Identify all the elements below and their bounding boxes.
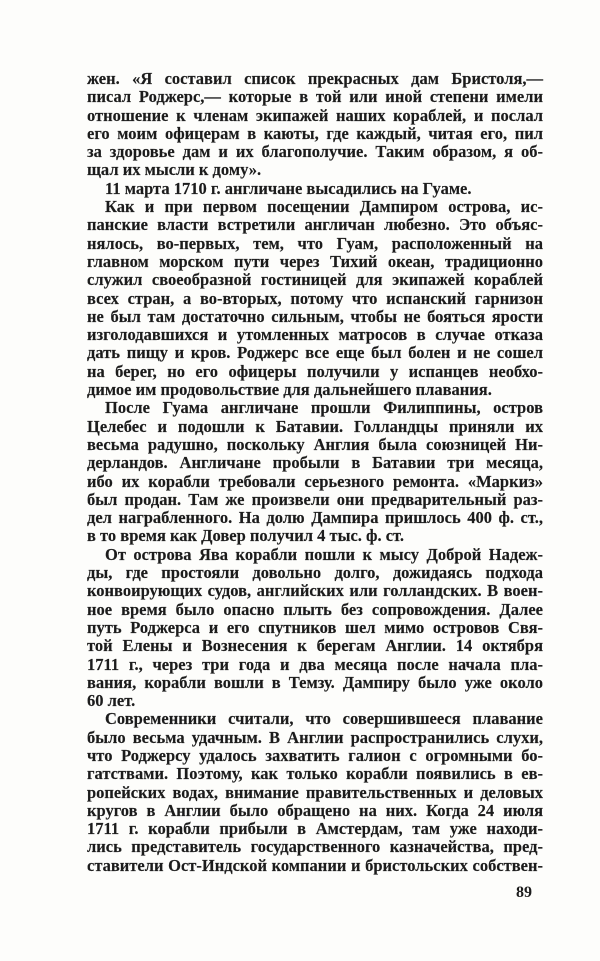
- text-line: 60 лет.: [87, 691, 136, 711]
- text-line: изголодавшихся и утомленных матросов в случае отказа: [87, 325, 543, 345]
- text-line: путь Роджерса и его спутников шел мимо островов Свя-: [87, 617, 543, 637]
- text-line: От острова Ява корабли пошли к мысу Доброй Надеж-: [105, 544, 543, 564]
- text-line: ропейских водах, внимание правительственных и деловых: [87, 782, 543, 802]
- text-line: вания, корабли вошли в Темзу. Дампиру было уже около: [87, 672, 543, 692]
- text-line: щал их мысли к дому».: [87, 160, 262, 180]
- text-line: Современники считали, что совершившееся плавание: [105, 709, 543, 729]
- text-line: После Гуама англичане прошли Филиппины, остров: [105, 398, 543, 418]
- text-line: 11 марта 1710 г. англичане высадились на Гуаме.: [105, 178, 472, 198]
- text-line: его моим офицерам в каюты, где каждый, читая его, пил: [87, 123, 543, 143]
- text-line: димое им продовольствие для дальнейшего плавания.: [87, 380, 492, 400]
- text-line: дерландов. Англичане пробыли в Батавии три месяца,: [87, 453, 543, 473]
- text-line: был продан. Там же произвели они предварительный раз-: [87, 489, 543, 509]
- page-number: 89: [516, 884, 532, 901]
- body-text: [87, 70, 543, 875]
- text-line: жен. «Я составил список прекрасных дам Бристоля,—: [87, 69, 543, 88]
- text-line: Как и при первом посещении Дампиром острова, ис-: [105, 197, 543, 217]
- text-line: лись представитель государственного казначейства, пред-: [87, 837, 543, 857]
- text-line: дать пищу и кров. Роджерс все еще был болен и не сошел: [87, 343, 543, 363]
- text-line: кругов в Англии было обращено на них. Когда 24 июля: [87, 800, 543, 820]
- text-line: ды, где простояли довольно долго, дожидаясь подхода: [87, 563, 543, 583]
- text-line: гатствами. Поэтому, как только корабли появились в ев-: [87, 764, 543, 784]
- text-line: ное время было опасно плыть без сопровождения. Далее: [87, 599, 543, 619]
- text-line: всех стран, а во-вторых, потому что испанский гарнизон: [87, 288, 543, 308]
- text-line: писал Роджерс,— которые в той или иной степени имели: [87, 87, 543, 107]
- text-line: ставители Ост-Индской компании и бристольских собствен-: [87, 855, 543, 875]
- text-line: в то время как Довер получил 4 тыс. ф. ст.: [87, 526, 405, 546]
- text-line: на берег, но его офицеры получили у испанцев необхо-: [87, 361, 543, 381]
- text-line: что Роджерсу удалось захватить галион с огромными бо-: [87, 745, 543, 765]
- text-line: 1711 г. корабли прибыли в Амстердам, там уже находи-: [87, 819, 543, 839]
- text-line: весьма радушно, поскольку Англия была союзницей Ни-: [87, 434, 543, 454]
- text-line: ибо их корабли требовали серьезного ремонта. «Маркиз»: [87, 471, 543, 491]
- text-line: дел награбленного. На долю Дампира пришлось 400 ф. ст.,: [87, 508, 543, 528]
- text-line: отношение к членам экипажей наших кораблей, и послал: [87, 105, 543, 125]
- text-line: панские власти встретили англичан любезно. Это объяс-: [87, 215, 543, 235]
- text-line: той Елены и Вознесения к берегам Англии. 14 октября: [87, 636, 543, 656]
- text-line: за здоровье дам и их благополучие. Таким образом, я об-: [87, 142, 543, 162]
- text-line: служил своеобразной гостиницей для экипажей кораблей: [87, 270, 543, 290]
- text-line: 1711 г., через три года и два месяца после начала пла-: [87, 654, 543, 674]
- text-line: было весьма удачным. В Англии распространились слухи,: [87, 727, 543, 747]
- text-line: главном морском пути через Тихий океан, традиционно: [87, 251, 543, 271]
- text-line: нялось, во-первых, тем, что Гуам, расположенный на: [87, 233, 543, 253]
- text-line: не был там достаточно сильным, чтобы не бояться ярости: [87, 306, 543, 326]
- text-line: конвоирующих судов, английских или голландских. В воен-: [87, 581, 543, 601]
- text-line: Целебес и подошли к Батавии. Голландцы приняли их: [87, 416, 543, 436]
